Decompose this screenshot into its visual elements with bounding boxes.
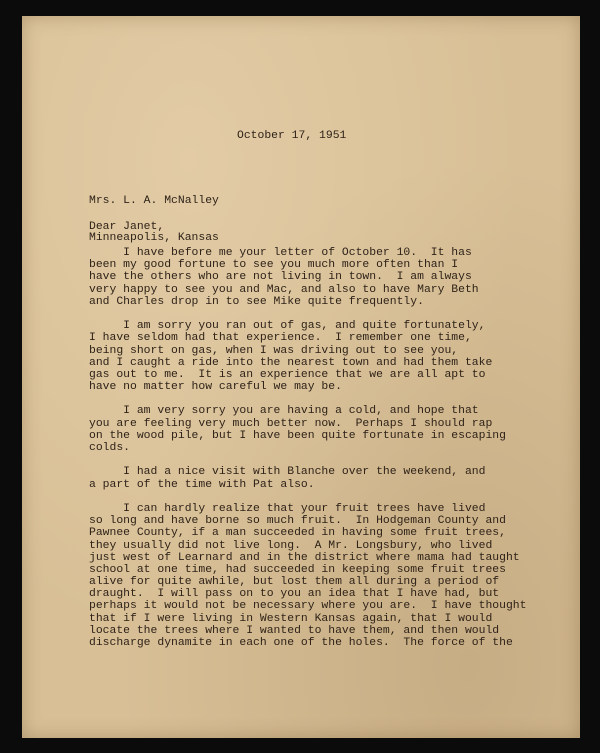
letter-line: a part of the time with Pat also. [89, 478, 315, 491]
letter-line: I am sorry you ran out of gas, and quite fortunately, [89, 320, 486, 333]
letter-line: I have before me your letter of October 10. It has [89, 247, 472, 259]
letter-line: you are feeling very much better now. Perhaps I should rap [89, 417, 493, 430]
letter-line: and I caught a ride into the nearest town and had them take [89, 356, 493, 369]
letter-paragraph [89, 320, 526, 393]
letter-paragraph [89, 405, 526, 454]
salutation: Dear Janet, [89, 221, 165, 233]
recipient-name: Mrs. L. A. McNalley [89, 195, 219, 208]
letter-line: being short on gas, when I was driving out to see you, [89, 344, 459, 357]
letter-line: alive for quite awhile, but lost them all during a period of [89, 576, 500, 589]
letter-line: that if I were living in Western Kansas again, that I would [89, 612, 493, 625]
letter-line: I had a nice visit with Blanche over the weekend, and [89, 466, 486, 479]
letter-body [89, 247, 526, 649]
letter-line: they usually did not live long. A Mr. Longsbury, who lived [89, 539, 493, 552]
letter-date: October 17, 1951 [237, 130, 347, 142]
letter-line: Pawnee County, if a man succeeded in having some fruit trees, [89, 527, 506, 540]
letter-page [22, 16, 580, 738]
letter-line: locate the trees where I wanted to have them, and then would [89, 624, 500, 637]
letter-line: so long and have borne so much fruit. In Hodgeman County and [89, 515, 506, 528]
paragraph-gap [89, 454, 526, 466]
letter-line: school at one time, had succeeded in keeping some fruit trees [89, 563, 506, 576]
letter-line: gas out to me. It is an experience that we are all apt to [89, 368, 486, 381]
letter-paragraph [89, 247, 526, 308]
letter-line: colds. [89, 442, 131, 454]
letter-line: very happy to see you and Mac, and also to have Mary Beth [89, 283, 479, 296]
paragraph-gap [89, 491, 526, 503]
recipient-location: Minneapolis, Kansas [89, 232, 219, 244]
letter-line: and Charles drop in to see Mike quite frequently. [89, 295, 424, 308]
letter-paragraph [89, 466, 526, 490]
letter-paragraph [89, 503, 526, 649]
letter-line: I am very sorry you are having a cold, and hope that [89, 405, 479, 418]
letter-line: on the wood pile, but I have been quite fortunate in escaping [89, 429, 506, 442]
letter-line: been my good fortune to see you much more often than I [89, 259, 459, 272]
paragraph-gap [89, 393, 526, 405]
paragraph-gap [89, 308, 526, 320]
letter-line: I can hardly realize that your fruit trees have lived [89, 502, 486, 515]
letter-line: draught. I will pass on to you an idea that I have had, but [89, 588, 500, 601]
letter-line: just west of Learnard and in the district where mama had taught [89, 551, 520, 564]
letter-line: have the others who are not living in town. I am always [89, 271, 472, 284]
letter-line: I have seldom had that experience. I remember one time, [89, 332, 472, 345]
letter-line: perhaps it would not be necessary where you are. I have thought [89, 600, 527, 613]
letter-line: discharge dynamite in each one of the holes. The force of the [89, 637, 513, 649]
letter-line: have no matter how careful we may be. [89, 381, 342, 394]
